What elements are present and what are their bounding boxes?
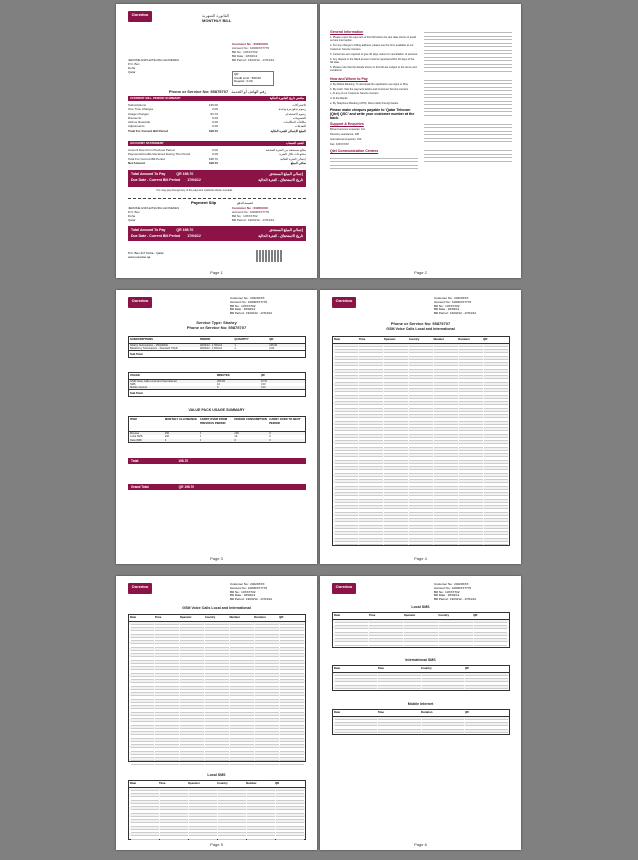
table-row: Blackberry Subscription - Standard 70QR 19/03/12 - 17/04/12 1 0.00 bbox=[130, 346, 275, 350]
service-line: Phone or Service No: 55875707 bbox=[186, 325, 247, 330]
slip-total-value: QR 198.70 bbox=[176, 228, 194, 232]
page2-left-column: General Information 1. Please report the payment of this bill before the due date shown to avoid service interruption. 2. For any change in billing address, please use the form available at our Customer Service Centers. 3. Customers are required to give 30 days notice for cancellation of services. 4. Any dispute in the billed amount must be reported within 30 days of the bill date. 5. Please note that the details shown in this bill are subject to the terms and conditions. How and Where to Pay a. By Mobile Banking: To download the application use Apps or Play. b. By Cash: Visit the payment kiosks and Customer Service Centers. c. At any of our Customer Service Centers. d. At the Banks. e. By Telephone Banking (ATM): Direct debit through banks. Please make cheques payable to 'Qatar Telecom (Qtel) QSC' and write your customer number at the back. Support & Enquiries Bill and account enquiries: 111 Directory assistance: 180 International enquiries: 150 Fax: 44XXXXXX Qtel Communication Centers bbox=[330, 30, 418, 169]
table-row: Shahry Subscription - 150QR/Mo 19/03/12 - 17/04/12 1 135.00 bbox=[129, 344, 305, 347]
statement-row: Total For Current Bill Period 198.70 إجمالي الفترة الحالية bbox=[128, 156, 306, 161]
cut-line bbox=[128, 198, 306, 199]
page2-right-column-arabic bbox=[424, 30, 512, 162]
account-statement-title-arabic: كشف الحساب bbox=[285, 141, 304, 145]
subscriptions-table: SUBSCRIPTIONS PERIOD QUANTITY QR Shahry Subscription - 150QR/Mo 19/03/12 - 17/04/12 1 135.00 Blackberry Subscription - Standard 70QR 19/03/12 - 17/04/12 1 0.00 Sub Total bbox=[128, 336, 306, 358]
payment-slip-arabic: قسيمة الدفع bbox=[237, 201, 253, 205]
payment-slip-title: Payment Slip قسيمة الدفع bbox=[191, 200, 253, 205]
support-title: Support & Enquiries bbox=[330, 122, 364, 127]
howto-title: How and Where to Pay bbox=[330, 76, 368, 81]
usage-table: USAGE MINUTES QR GSM Voice Calls Local and International 200.45 63.70 SMS 16 0.00 Mobile Internet 0 0.00 Sub Total bbox=[128, 372, 306, 397]
calls-table: Date Time Operator Country Number Duration QR bbox=[332, 336, 510, 546]
page-number: Page 1 bbox=[210, 270, 223, 275]
service-type: Service Type: Shahry bbox=[196, 320, 237, 325]
account-no: Account No : 10000XX7776 bbox=[232, 46, 270, 50]
current-summary-header bbox=[128, 96, 306, 101]
table-row bbox=[333, 686, 509, 689]
current-summary-title: CURRENT BILL PERIOD SUMMARY bbox=[130, 96, 181, 100]
page-6 bbox=[320, 576, 521, 850]
table-row: Data (MB) 0 0 0 0 bbox=[129, 439, 305, 442]
page-5: Ooredoo Customer No : 23220XXX Account No : 10000XX7776 Bill No : 13XXX702 Bill Date : 18/04/12 Bill Period : 19/03/12 - 17/04/12 GSM Voice Calls Local and International Date Time Operator Country Number Duration QR Local SMS Date Time Operator Country Number QR Page 5 bbox=[116, 576, 317, 850]
summary-row: Discounts 0.00 الخصومات bbox=[128, 115, 306, 120]
mobile-internet-table: Date Time Duration QR bbox=[332, 709, 510, 735]
page3-total-bar: Total 198.70 bbox=[128, 458, 306, 464]
summary-row: One Time Charges 0.00 رسوم تدفع مرة واحدة bbox=[128, 107, 306, 112]
table-row: Local SMS 100 0 16 0 bbox=[130, 435, 271, 439]
dues-box bbox=[232, 71, 274, 86]
page3-header-info: Customer No : 23220XXX Account No : 10000XX7776 Bill No : 13XXX702 Bill Date : 18/04/12 Bill Period : 19/03/12 - 17/04/12 bbox=[230, 296, 273, 316]
title-arabic: الفاتورة الشهرية bbox=[202, 13, 230, 18]
current-summary-title-arabic: ملخص تاريخ الفاتورة الحالية bbox=[269, 96, 304, 100]
address-line: Qatar bbox=[128, 70, 136, 74]
footer-address: P.O. Box 217 Doha - Qatar www.ooredoo.qa bbox=[128, 251, 164, 259]
customer-address bbox=[128, 58, 179, 74]
slip-total-box: Total Amount To Pay QR 198.70 إجمالي المبلغ المستحق Due Date - Current Bill Period 17/04/12 تاريخ الاستحقاق - الفترة الحالية bbox=[128, 226, 306, 241]
table-row: GSM Voice Calls Local and International 200.45 63.70 bbox=[129, 380, 305, 383]
brand-logo: Ooredoo bbox=[332, 583, 356, 594]
account-statement-title: ACCOUNT STATEMENT bbox=[130, 141, 164, 145]
page-number: Page 2 bbox=[414, 270, 427, 275]
calls-title: GSM Voice Calls Local and International bbox=[386, 327, 455, 331]
brand-logo: Ooredoo bbox=[332, 297, 356, 308]
address-line: JEROME ESPLEITEURA LEONEDES bbox=[128, 58, 180, 62]
page-number: Page 3 bbox=[210, 556, 223, 561]
grand-total-bar: Grand Total QR 198.70 bbox=[128, 484, 306, 490]
account-info bbox=[232, 42, 312, 62]
total-label: Total Amount To Pay bbox=[131, 172, 166, 176]
address-line: Doha bbox=[128, 66, 136, 70]
brand-logo: Ooredoo bbox=[128, 297, 152, 308]
statement-row: Amount Due From Previous Period 0.00 مبالغ مستحقة من الفترة السابقة bbox=[128, 148, 306, 152]
international-sms-table: Date Time Country QR bbox=[332, 665, 510, 691]
statement-row: Payments/Credits Received During The Period 0.00 مدفوعات خلال الفترة bbox=[128, 152, 306, 157]
customer-no: Customer No : 23220XXX bbox=[232, 42, 268, 46]
dues-currency: QR bbox=[234, 72, 239, 76]
due-label: Due Date - Current Bill Period bbox=[131, 177, 181, 182]
summary-row: Subscriptions 135.00 الاشتراكات bbox=[128, 103, 306, 107]
international-sms-title: International SMS bbox=[405, 658, 436, 662]
total-value: QR 198.70 bbox=[176, 172, 194, 176]
cheque-note: Please make cheques payable to 'Qatar Telecom (Qtel) QSC' and write your customer number at the back. bbox=[330, 107, 415, 121]
payment-note: You may pay through any of the payment methods shown overleaf. bbox=[156, 189, 233, 192]
bill-no: Bill No : 13XXX702 bbox=[232, 50, 258, 54]
page-number: Page 4 bbox=[414, 556, 427, 561]
general-title: General Information bbox=[330, 30, 364, 34]
service-line-text: Phone or Service No: 55875707 bbox=[168, 89, 229, 94]
slip-address: JEROME ESPLEITEURA LEONEDES P.O. Box Doha Qatar bbox=[128, 206, 180, 222]
page-4: Ooredoo Customer No : 23220XXX Account No : 10000XX7776 Bill No : 13XXX702 Bill Date : 18/04/12 Bill Period : 19/03/12 - 17/04/12 Phone or Service No: 55875707 GSM Voice Calls Local and International Date Time Operator Country Number Duration QR Page 4 bbox=[320, 290, 521, 564]
page5-header-info: Customer No : 23220XXX Account No : 10000XX7776 Bill No : 13XXX702 Bill Date : 18/04/12 Bill Period : 19/03/12 - 17/04/12 bbox=[230, 582, 273, 602]
value-pack-title: VALUE PACK USAGE SUMMARY bbox=[188, 408, 245, 412]
summary-total-row: Total For Current Bill Period 198.70 المبلغ الإجمالي للفترة الحالية bbox=[128, 128, 306, 133]
page4-header-info: Customer No : 23220XXX Account No : 10000XX7776 Bill No : 13XXX702 Bill Date : 18/04/12 Bill Period : 19/03/12 - 17/04/12 bbox=[434, 296, 477, 316]
service-line-arabic: رقم الهاتف أو الخدمة bbox=[231, 89, 267, 94]
due-label-arabic: تاريخ الاستحقاق - الفترة الحالية bbox=[258, 177, 303, 182]
mobile-internet-title: Mobile Internet bbox=[407, 702, 434, 706]
table-row bbox=[333, 542, 509, 545]
page-number: Page 5 bbox=[210, 842, 223, 847]
barcode-icon bbox=[256, 250, 282, 262]
calls-table: Date Time Operator Country Number Duration QR bbox=[128, 614, 306, 762]
page-2 bbox=[320, 4, 521, 278]
account-statement-rows bbox=[128, 148, 306, 165]
table-row bbox=[129, 761, 305, 764]
page-3 bbox=[116, 290, 317, 564]
brand-logo: Ooredoo bbox=[128, 11, 152, 22]
due-value: 17/04/12 bbox=[187, 177, 201, 182]
table-row: SMS 16 0.00 bbox=[130, 382, 266, 386]
account-statement-header bbox=[128, 141, 306, 146]
table-row bbox=[333, 730, 509, 733]
local-sms-title: Local SMS bbox=[411, 605, 430, 609]
slip-account-info: Customer No : 23220XXX Account No : 10000XX7776 Bill No : 13XXX702 Bill Period : 19/03/12 - 17/04/12 bbox=[232, 206, 275, 222]
page-1 bbox=[116, 4, 317, 278]
sms-table: Date Time Operator Country Number QR bbox=[128, 780, 306, 840]
total-label-arabic: إجمالي المبلغ المستحق bbox=[269, 172, 303, 176]
local-sms-title: Local SMS bbox=[207, 773, 226, 777]
summary-row: Usage Charges 63.70 رسوم الاستخدام bbox=[128, 111, 306, 116]
local-sms-table: Date Time Operator Country QR bbox=[332, 612, 510, 648]
table-row: Mobile Internet 0 0.00 bbox=[129, 386, 305, 389]
service-line bbox=[130, 89, 305, 94]
table-row bbox=[129, 836, 305, 839]
value-pack-table: ITEM MONTHLY ALLOWANCE CARRY OVER FROM PREVIOUS PERIOD PERIOD CONSUMPTION CARRY OVER TO NEXT PERIOD Minutes 250 0 200 0 Local SMS 100 0 16 0 Data (MB) 0 0 0 0 bbox=[128, 416, 306, 443]
centers-title: Qtel Communication Centers bbox=[330, 149, 379, 154]
total-to-pay-box bbox=[128, 170, 306, 187]
table-row bbox=[333, 642, 509, 645]
current-summary-rows bbox=[128, 103, 306, 133]
page-title bbox=[202, 13, 231, 23]
page6-header-info: Customer No : 23220XXX Account No : 10000XX7776 Bill No : 13XXX702 Bill Date : 18/04/12 Bill Period : 19/03/12 - 17/04/12 bbox=[434, 582, 477, 602]
title-english: MONTHLY BILL bbox=[202, 18, 232, 23]
statement-net-row: Net Amount 198.70 صافي المبلغ bbox=[128, 160, 306, 165]
table-row: Minutes 250 0 200 0 bbox=[129, 432, 305, 435]
summary-row: Airtime Rewards 0.00 مكافآت المكالمات bbox=[128, 120, 306, 125]
summary-row: Adjustments 0.00 التعديلات bbox=[128, 124, 306, 129]
page-number: Page 6 bbox=[414, 842, 427, 847]
bill-date: Bill Date : 18/04/12 bbox=[232, 54, 258, 58]
bill-period: Bill Period : 19/03/12 - 17/04/12 bbox=[232, 58, 275, 62]
brand-logo: Ooredoo bbox=[128, 583, 152, 594]
deposit: Deposit : 0.00 bbox=[234, 79, 253, 83]
address-line: P.O. Box bbox=[128, 62, 140, 66]
credit-limit: Credit Limit : 500.00 bbox=[234, 75, 261, 80]
